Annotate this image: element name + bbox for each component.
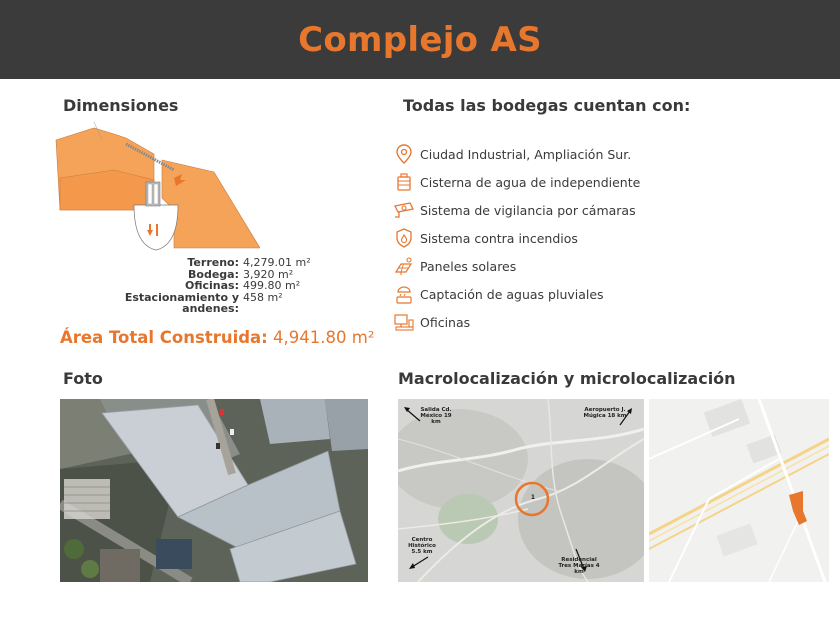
feature-label: Captación de aguas pluviales [420, 286, 604, 302]
dimension-label: Oficinas: [185, 279, 239, 292]
dimension-value: 499.80 m² [243, 279, 301, 292]
note-residencial: Residencial Tres Marías 4 km [558, 557, 600, 575]
photo-title: Foto [63, 369, 103, 388]
dimension-row-oficinas [70, 280, 330, 292]
location-title: Macrolocalización y microlocalización [398, 369, 736, 388]
total-built-area-label: Área Total Construida: [60, 328, 268, 347]
feature-item [393, 224, 823, 252]
office-icon [393, 311, 415, 333]
fire-shield-icon [393, 227, 415, 249]
aerial-photo [60, 399, 368, 582]
solar-panel-icon [393, 255, 415, 277]
feature-item [393, 252, 823, 280]
note-aeropuerto: Aeropuerto J. Múgica 18 km [583, 407, 627, 419]
dimension-label: Estacionamiento y andenes: [124, 290, 239, 315]
feature-label: Ciudad Industrial, Ampliación Sur. [420, 146, 632, 162]
features-title: Todas las bodegas cuentan con: [403, 96, 691, 115]
dimension-label: Bodega: [188, 267, 239, 281]
dimensions-title: Dimensiones [63, 96, 179, 115]
site-plan-image [54, 120, 260, 254]
feature-item [393, 196, 823, 224]
dimension-value: 3,920 m² [243, 267, 294, 281]
location-pin-icon [393, 143, 415, 165]
feature-item [393, 280, 823, 308]
feature-label: Paneles solares [420, 258, 517, 274]
features-list [393, 140, 823, 336]
page-title: Complejo AS [298, 19, 542, 60]
feature-label: Cisterna de agua de independiente [420, 174, 641, 190]
water-tank-icon [393, 171, 415, 193]
dimension-row-terreno [70, 257, 330, 269]
header-bar [0, 0, 840, 79]
dimension-value: 458 m² [243, 290, 283, 304]
feature-item [393, 140, 823, 168]
note-centro-historico: Centro Histórico 5.5 km [408, 537, 436, 555]
micro-location-map [649, 399, 829, 582]
dimension-value: 4,279.01 m² [243, 256, 311, 269]
macro-location-map [398, 399, 644, 582]
feature-label: Sistema de vigilancia por cámaras [420, 202, 636, 218]
feature-item [393, 168, 823, 196]
dimension-row-estacionamiento [70, 292, 330, 315]
feature-item [393, 308, 823, 336]
note-salida-cdmx: Salida Cd. México 19 km [420, 407, 452, 425]
feature-label: Sistema contra incendios [420, 230, 578, 246]
micro-map-graphic [649, 399, 829, 582]
rain-collection-icon [393, 283, 415, 305]
dimensions-list [70, 257, 330, 315]
total-built-area-value: 4,941.80 m² [273, 328, 375, 347]
location-marker-label: 1 [530, 494, 536, 501]
security-camera-icon [393, 199, 415, 221]
feature-label: Oficinas [420, 314, 471, 330]
dimension-label: Terreno: [187, 256, 239, 269]
total-built-area [60, 328, 374, 347]
